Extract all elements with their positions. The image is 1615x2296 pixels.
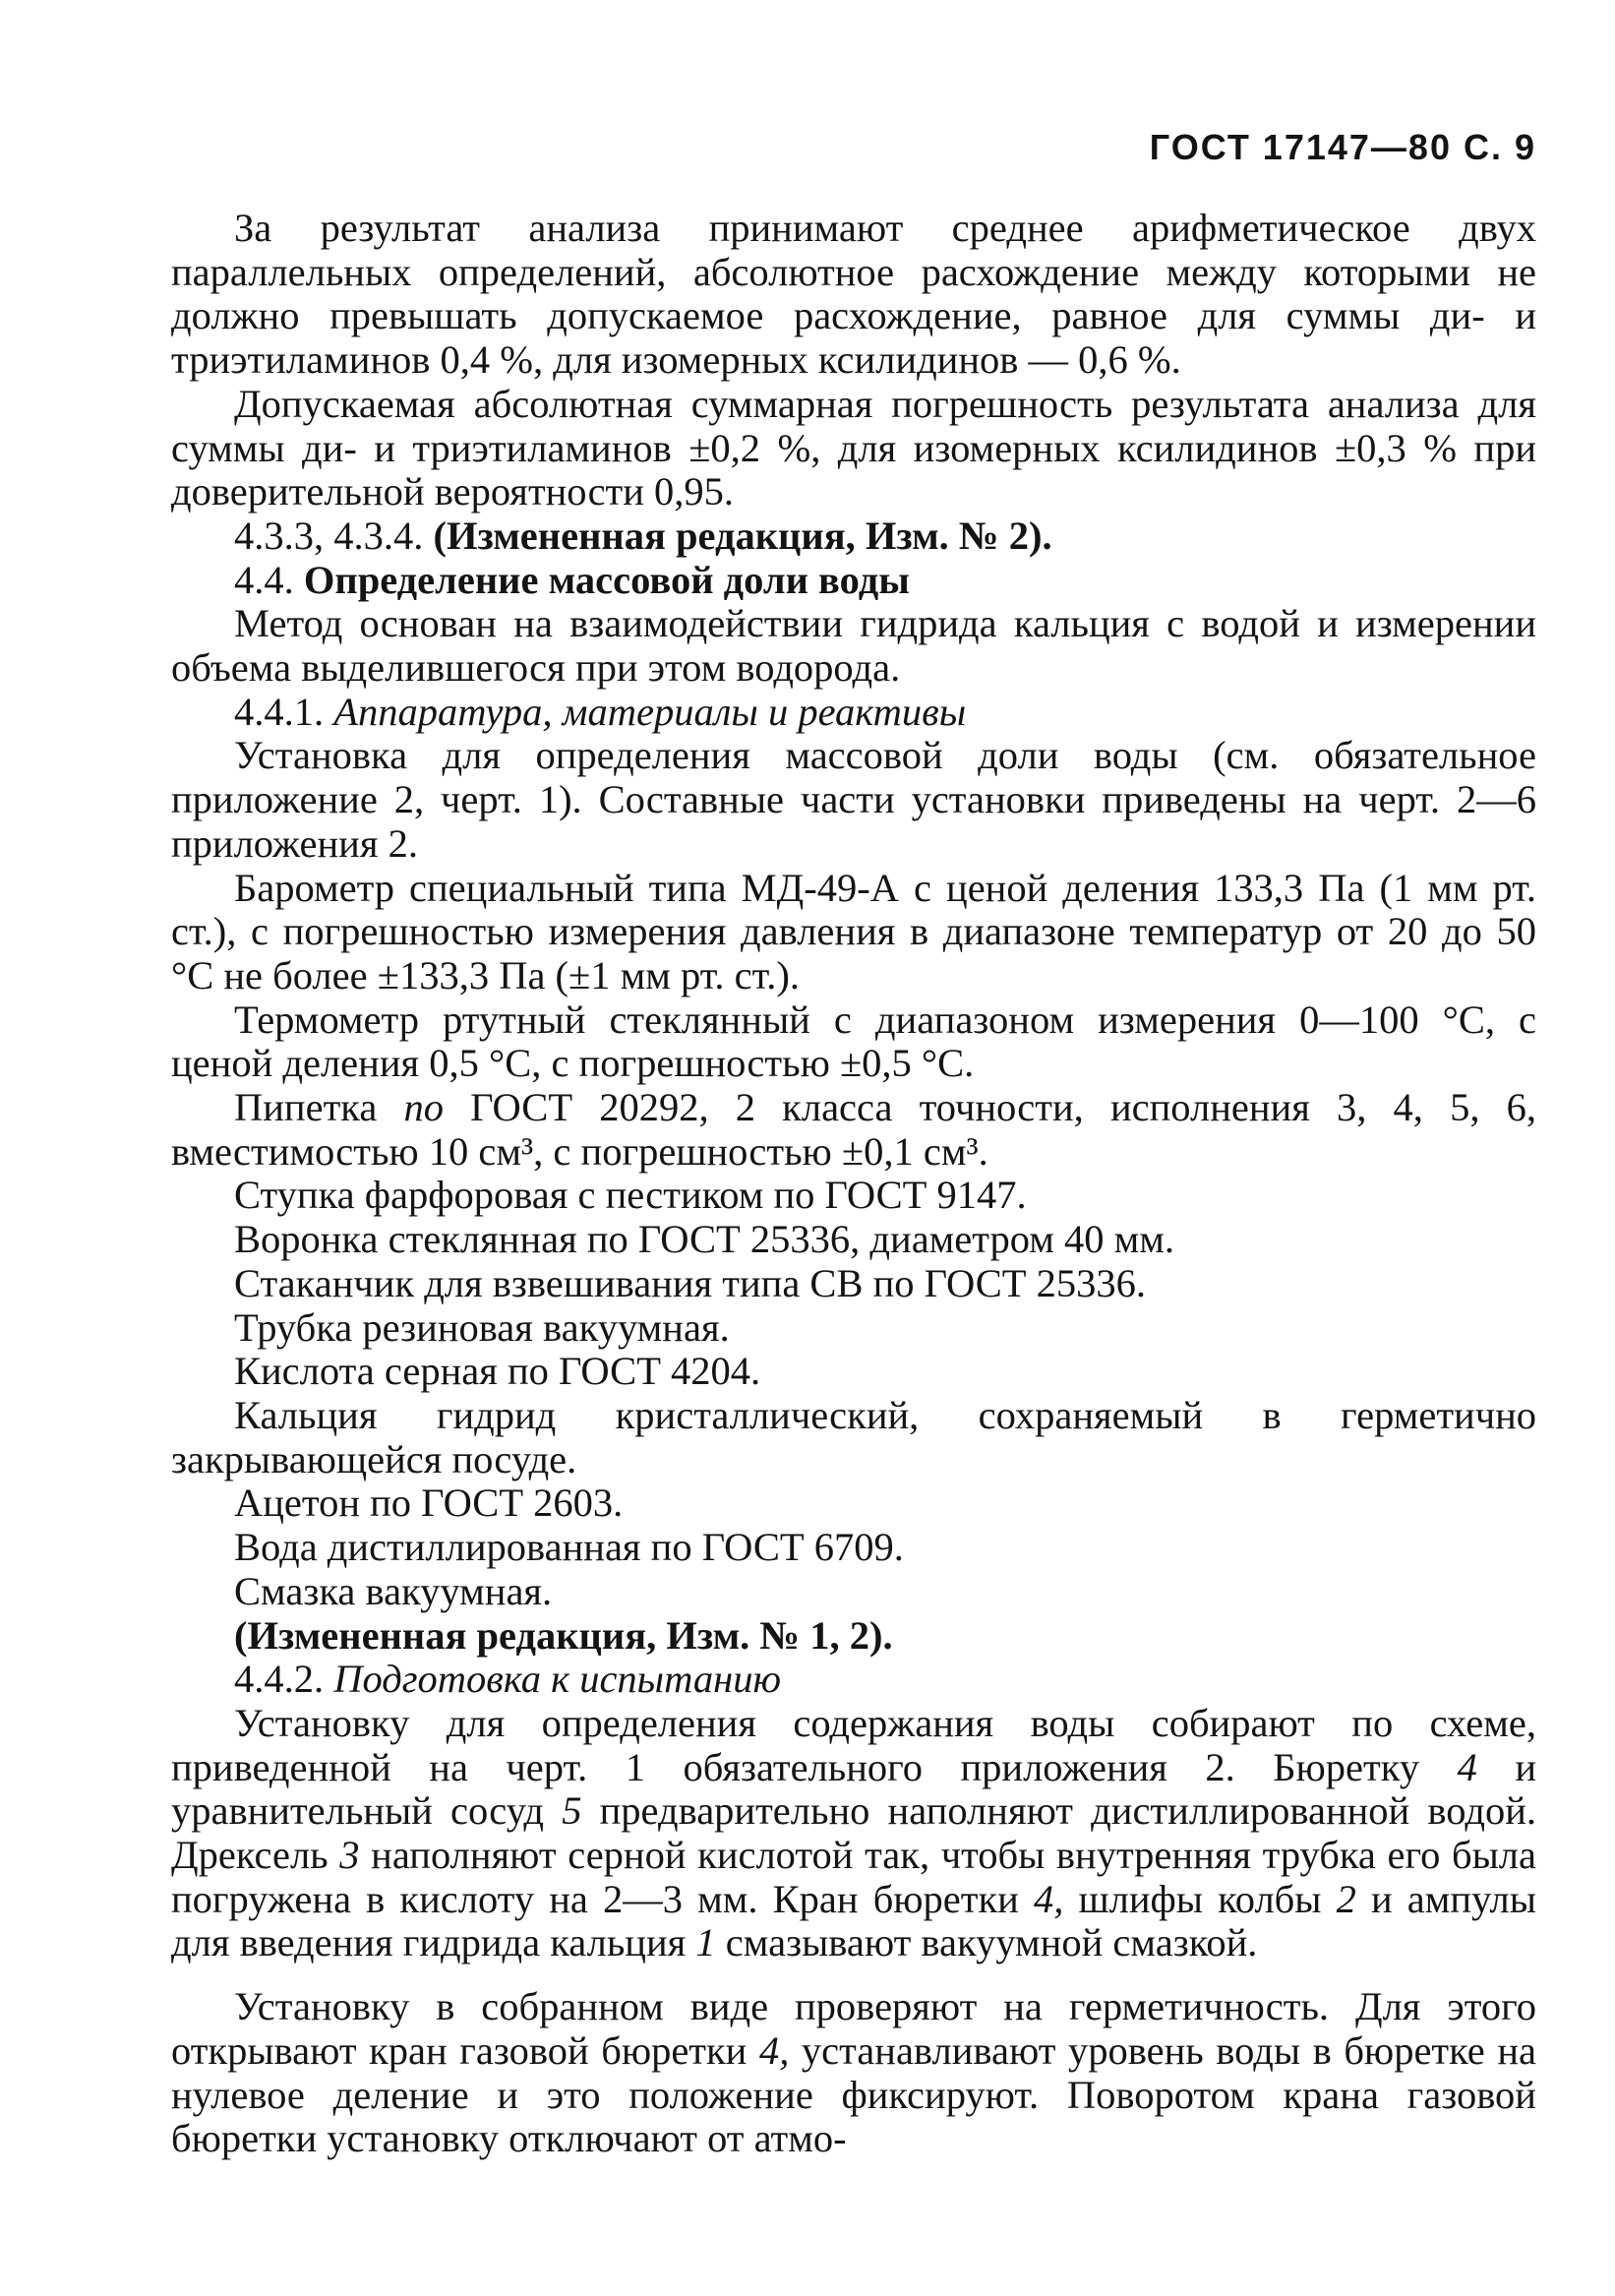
list-item-funnel: Воронка стеклянная по ГОСТ 25336, диаметром 40 мм. [234,1217,1174,1262]
paragraph-barometer: Барометр специальный типа МД-49-А с ценой деления 133,3 Па (1 мм рт. ст.), с погрешностью измерения давления в диапазоне температур от 20 до 50 °С не более ±133,3 Па (±1 мм рт. ст.). [171,865,1536,997]
list-item-sulfuric-acid: Кислота серная по ГОСТ 4204. [234,1349,761,1394]
paragraph-pipette: Пипетка по ГОСТ 20292, 2 класса точности, исполнения 3, 4, 5, 6, вместимостью 10 см³, с погрешностью ±0,1 см³. [171,1085,1537,1174]
list-item-rubber-tube: Трубка резиновая вакуумная. [234,1304,730,1350]
list-item-mortar: Ступка фарфоровая с пестиком по ГОСТ 9147. [234,1173,1027,1218]
section-heading-4-4: 4.4. Определение массовой доли воды [234,557,910,602]
page-header [171,126,1536,169]
list-item-weighing-cup: Стаканчик для взвешивания типа СВ по ГОСТ 25336. [234,1260,1147,1305]
paragraph-allowed-error: Допускаемая абсолютная суммарная погрешность результата анализа для суммы ди- и триэтиламинов ±0,2 %, для изомерных ксилидинов ±0,3 % при доверительной вероятности 0,95. [171,381,1536,514]
paragraph-assembly: Установку для определения содержания воды собирают по схеме, приведенной на черт. 1 обязательного приложения 2. Бюретку 4 и уравнительный сосуд 5 предварительно наполняют дистиллированной водой. Дрексель 3 наполняют серной кислотой так, чтобы внутренняя трубка его была погружена в кислоту на 2—3 мм. Кран бюретки 4, шлифы колбы 2 и ампулы для введения гидрида кальция 1 смазывают вакуумной смазкой. [171,1700,1536,1965]
paragraph-amendment-433: 4.3.3, 4.3.4. (Измененная редакция, Изм. № 2). [234,513,1052,558]
list-item-acetone: Ацетон по ГОСТ 2603. [234,1480,624,1526]
paragraph-installation: Установка для определения массовой доли воды (см. обязательное приложение 2, черт. 1). Составные части установки приведены на черт. 2—6 приложения 2. [171,733,1536,866]
subsection-heading-4-4-1: 4.4.1. Аппаратура, материалы и реактивы [234,689,967,734]
paragraph-gap [171,1965,1536,1985]
list-item-calcium-hydride: Кальция гидрид кристаллический, сохраняемый в герметично закрывающейся посуде. [171,1392,1536,1481]
subsection-heading-4-4-2: 4.4.2. Подготовка к испытанию [234,1657,782,1702]
paragraph-method: Метод основан на взаимодействии гидрида кальция с водой и измерении объема выделившегося при этом водорода. [171,601,1536,691]
document-body [171,207,1536,2161]
list-item-distilled-water: Вода дистиллированная по ГОСТ 6709. [234,1525,904,1570]
paragraph-result-analysis: За результат анализа принимают среднее арифметическое двух параллельных определений, абсолютное расхождение между которыми не должно превышать допускаемое расхождение, равное для суммы ди- и триэтиламинов 0,4 %, для изомерных ксилидинов — 0,6 %. [171,206,1536,383]
paragraph-leak-check: Установку в собранном виде проверяют на герметичность. Для этого открывают кран газовой бюретки 4, устанавливают уровень воды в бюретке на нулевое деление и это положение фиксируют. Поворотом крана газовой бюретки установку отключают от атмо- [171,1984,1536,2161]
list-item-vacuum-grease: Смазка вакуумная. [234,1568,553,1613]
paragraph-amendment-1-2: (Измененная редакция, Изм. № 1, 2). [234,1612,893,1658]
document-reference: ГОСТ 17147—80 С. 9 [1149,127,1536,167]
paragraph-thermometer: Термометр ртутный стеклянный с диапазоном измерения 0—100 °С, с ценой деления 0,5 °С, с погрешностью ±0,5 °С. [171,997,1536,1086]
